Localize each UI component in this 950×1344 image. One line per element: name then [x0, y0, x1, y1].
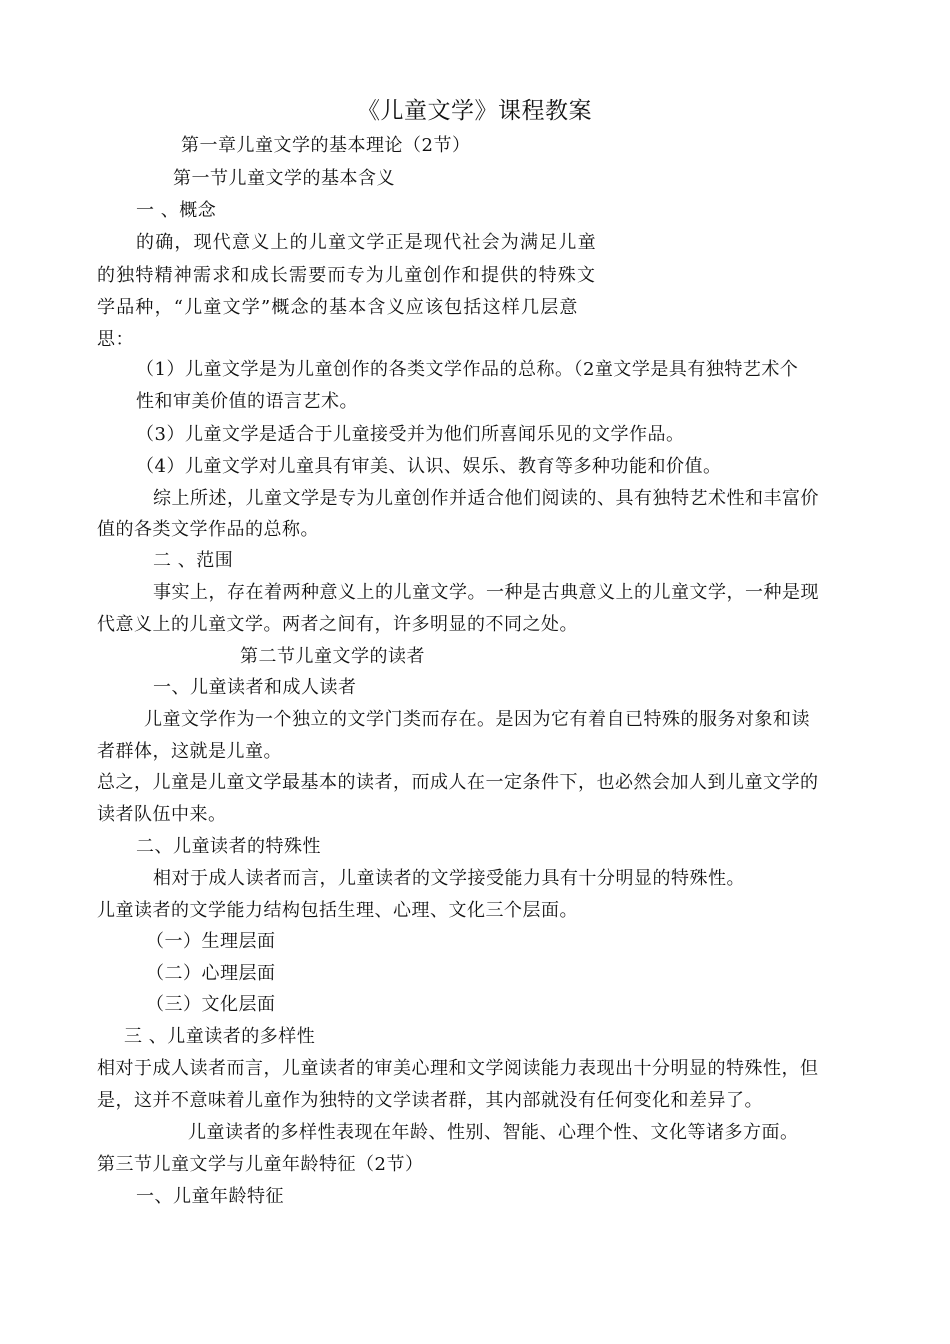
list-item: （二）心理层面 — [146, 963, 276, 984]
subheading: 一、儿童年龄特征 — [136, 1186, 284, 1207]
paragraph-line: 值的各类文学作品的总称。 — [97, 519, 319, 540]
paragraph-line: 儿童读者的多样性表现在年龄、性别、智能、心理个性、文化等诸多方面。 — [188, 1122, 799, 1143]
paragraph-line: 是，这并不意味着儿童作为独特的文学读者群，其内部就没有任何变化和差异了。 — [97, 1090, 763, 1111]
paragraph-line: 的确，现代意义上的儿童文学正是现代社会为满足儿童 — [136, 232, 597, 253]
list-item: （三）文化层面 — [146, 994, 276, 1015]
paragraph-line: 儿童文学作为一个独立的文学门类而存在。是因为它有着自已特殊的服务对象和读 — [144, 709, 810, 730]
paragraph-line: 思： — [97, 329, 134, 350]
document-title: 《儿童文学》课程教案 — [357, 98, 592, 124]
paragraph-line: 者群体，这就是儿童。 — [97, 741, 282, 762]
subheading: 一、儿童读者和成人读者 — [153, 677, 357, 698]
paragraph-line: 相对于成人读者而言，儿童读者的文学接受能力具有十分明显的特殊性。 — [153, 868, 745, 889]
list-item: （4）儿童文学对儿童具有审美、认识、娱乐、教育等多种功能和价值。 — [136, 456, 722, 477]
paragraph-line: 相对于成人读者而言，儿童读者的审美心理和文学阅读能力表现出十分明显的特殊性，但 — [97, 1058, 819, 1079]
paragraph-line: 儿童读者的文学能力结构包括生理、心理、文化三个层面。 — [97, 900, 578, 921]
section-heading: 第三节儿童文学与儿童年龄特征（2节） — [97, 1154, 424, 1175]
subheading: 二 、范围 — [153, 550, 234, 571]
paragraph-line: 的独特精神需求和成长需要而专为儿童创作和提供的特殊文 — [97, 265, 597, 286]
section-heading: 第二节儿童文学的读者 — [240, 646, 425, 667]
subheading: 二、儿童读者的特殊性 — [136, 836, 321, 857]
subheading: 一 、概念 — [136, 200, 217, 221]
list-item: 性和审美价值的语言艺术。 — [136, 391, 358, 412]
list-item: （一）生理层面 — [146, 931, 276, 952]
paragraph-line: 代意义上的儿童文学。两者之间有，许多明显的不同之处。 — [97, 614, 578, 635]
list-item: （3）儿童文学是适合于儿童接受并为他们所喜闻乐见的文学作品。 — [136, 424, 685, 445]
subheading: 三 、儿童读者的多样性 — [124, 1026, 316, 1047]
paragraph-line: 学品种，“儿童文学”概念的基本含义应该包括这样几层意 — [97, 297, 579, 318]
paragraph-line: 事实上，存在着两种意义上的儿童文学。一种是古典意义上的儿童文学，一种是现 — [153, 582, 819, 603]
paragraph-line: 读者队伍中来。 — [97, 804, 227, 825]
chapter-heading: 第一章儿童文学的基本理论（2节） — [181, 135, 471, 156]
list-item: （1）儿童文学是为儿童创作的各类文学作品的总称。（2童文学是具有独特艺术个 — [136, 359, 799, 380]
section-heading: 第一节儿童文学的基本含义 — [173, 168, 395, 189]
paragraph-line: 综上所述，儿童文学是专为儿童创作并适合他们阅读的、具有独特艺术性和丰富价 — [153, 488, 819, 509]
paragraph-line: 总之，儿童是儿童文学最基本的读者，而成人在一定条件下，也必然会加人到儿童文学的 — [97, 772, 819, 793]
